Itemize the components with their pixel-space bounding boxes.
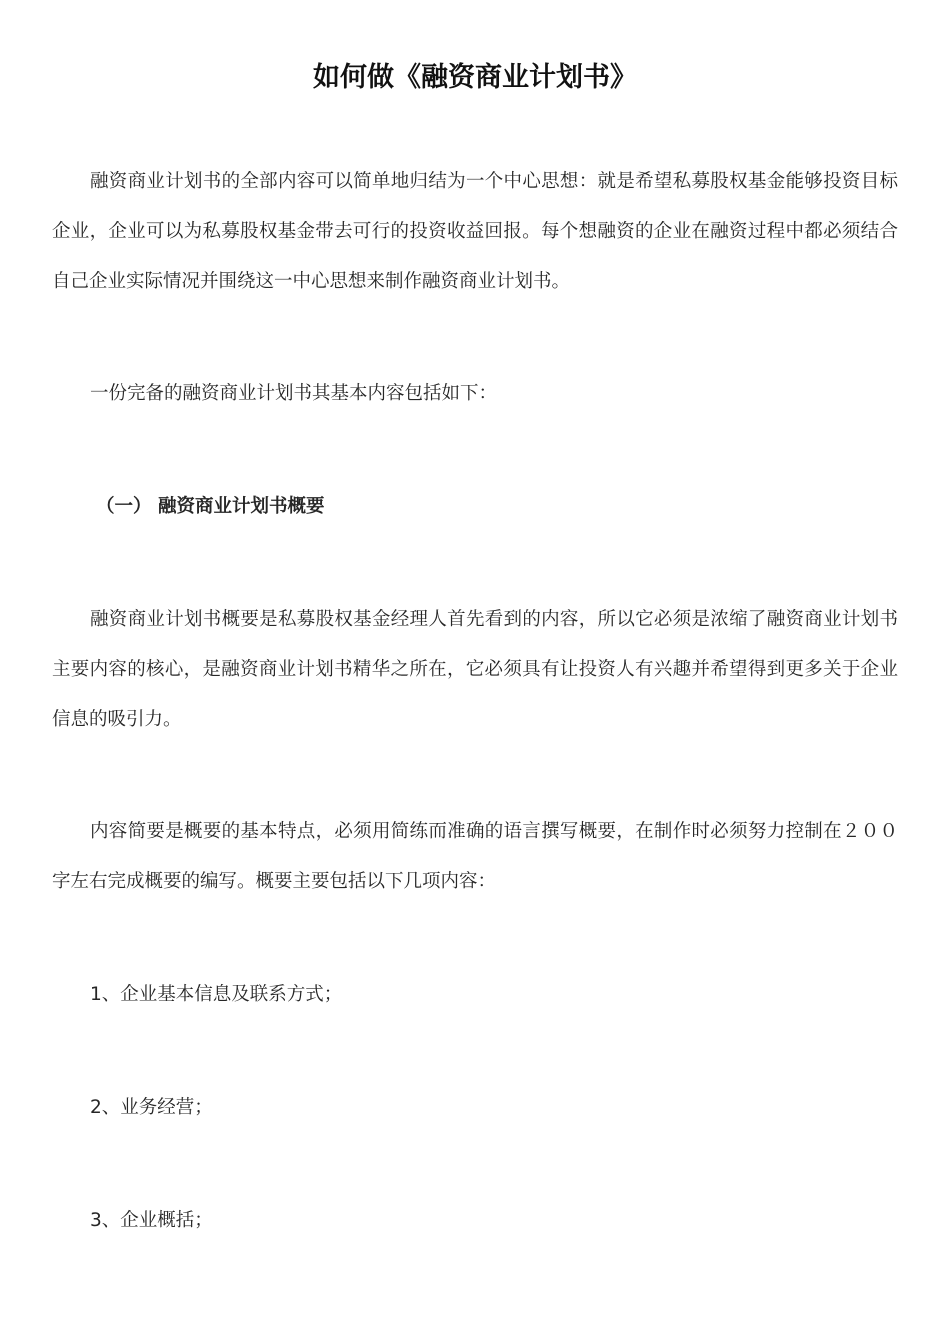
- list-item: 2、业务经营；: [90, 1097, 213, 1118]
- paragraph-summary-brief: 内容简要是概要的基本特点，必须用简练而准确的语言撰写概要，在制作时必须努力控制在２００字左右完成概要的编写。概要主要包括以下几项内容：: [52, 821, 898, 892]
- section-heading: （一） 融资商业计划书概要: [96, 496, 325, 517]
- paragraph-intro: 融资商业计划书的全部内容可以简单地归结为一个中心思想：就是希望私募股权基金能够投资目标企业，企业可以为私募股权基金带去可行的投资收益回报。每个想融资的企业在融资过程中都必须结合自己企业实际情况并围绕这一中心思想来制作融资商业计划书。: [52, 171, 898, 292]
- paragraph-contents-lead: 一份完备的融资商业计划书其基本内容包括如下：: [90, 383, 498, 404]
- list-item: 1、企业基本信息及联系方式；: [90, 984, 343, 1005]
- list-item: 3、企业概括；: [90, 1210, 213, 1231]
- document-title: 如何做《融资商业计划书》: [313, 62, 637, 93]
- paragraph-summary: 融资商业计划书概要是私募股权基金经理人首先看到的内容，所以它必须是浓缩了融资商业计划书主要内容的核心，是融资商业计划书精华之所在，它必须具有让投资人有兴趣并希望得到更多关于企业信息的吸引力。: [52, 609, 898, 730]
